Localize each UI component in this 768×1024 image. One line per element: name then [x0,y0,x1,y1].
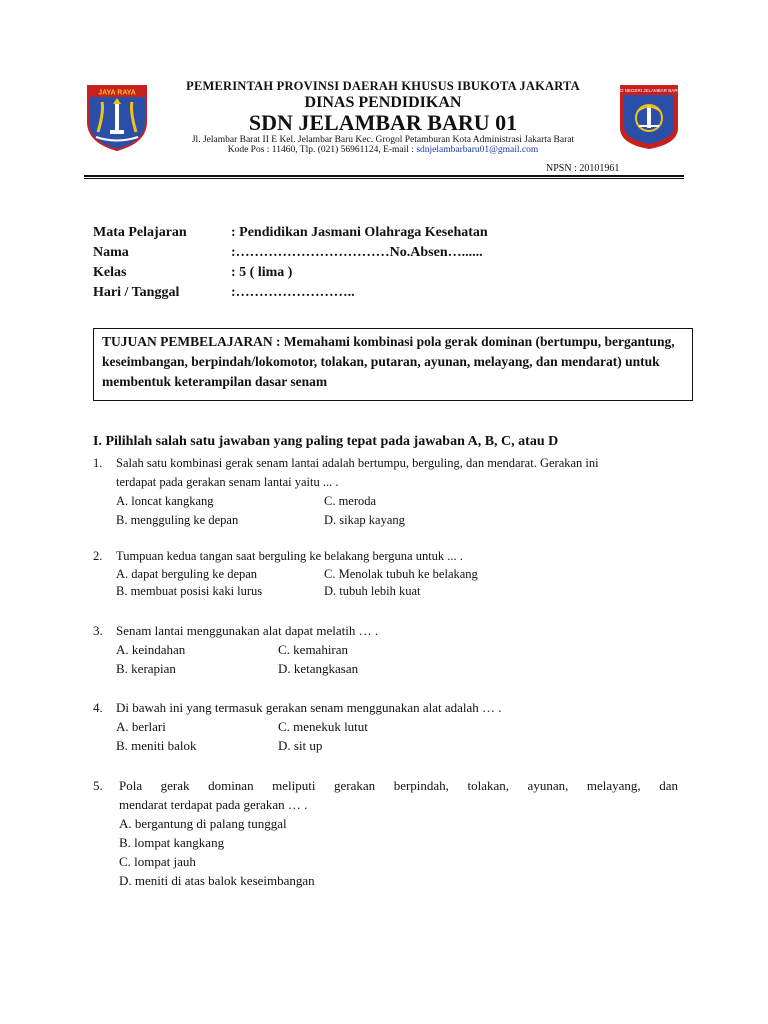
question-stem: Di bawah ini yang termasuk gerakan senam menggunakan alat adalah … . [116,700,502,715]
logo-left-text: JAYA RAYA [98,89,136,97]
header-divider-thick [84,175,684,177]
header-contact: Kode Pos : 11460, Tlp. (021) 56961124, E-mail : [227,145,417,155]
question-3 [93,621,678,678]
option-b[interactable]: B. lompat kangkang [119,835,225,850]
question-5 [93,776,678,890]
option-c[interactable]: C. Menolak tubuh ke belakang [324,567,478,581]
question-stem-cont: terdapat pada gerakan senam lantai yaitu ... . [116,475,339,489]
question-1 [93,454,678,530]
question-number: 5. [93,778,103,793]
option-c[interactable]: C. meroda [324,494,377,508]
option-a[interactable]: A. bergantung di palang tunggal [119,816,287,831]
question-stem-cont: mendarat terdapat pada gerakan … . [119,797,308,812]
identity-value: : 5 ( lima ) [231,265,293,280]
option-c[interactable]: C. kemahiran [278,642,349,657]
student-identity [93,223,488,303]
question-4 [93,698,678,755]
question-number: 2. [93,549,103,563]
header-school-name: SDN JELAMBAR BARU 01 [248,110,518,135]
identity-label: Kelas [93,265,127,280]
option-d[interactable]: D. sit up [278,738,323,753]
answer-options [116,717,678,755]
header-department: DINAS PENDIDIKAN [304,94,462,111]
school-crest-icon [617,82,681,152]
jakarta-crest-icon [84,82,150,152]
identity-row [93,223,488,243]
option-c[interactable]: C. lompat jauh [119,854,196,869]
logo-right-text: SD NEGERI JELAMBAR BARU [617,88,681,93]
question-stem: Senam lantai menggunakan alat dapat melatih … . [116,623,379,638]
option-b[interactable]: B. membuat posisi kaki lurus [116,584,263,598]
learning-objective-box: TUJUAN PEMBELAJARAN : Memahami kombinasi pola gerak dominan (bertumpu, bergantung, keseimbangan, berpindah/lokomotor, tolakan, putaran, ayunan, melayang, dan mendarat) untuk membentuk keterampilan dasar senam [93,328,693,401]
option-b[interactable]: B. meniti balok [116,738,197,753]
identity-label: Nama [93,245,129,260]
option-b[interactable]: B. kerapian [116,661,176,676]
option-a[interactable]: A. keindahan [116,642,186,657]
identity-row [93,263,488,283]
option-a[interactable]: A. loncat kangkang [116,494,214,508]
section-title: I. Pilihlah salah satu jawaban yang paling tepat pada jawaban A, B, C, atau D [93,434,559,449]
identity-label: Hari / Tanggal [93,285,180,300]
header-address: Jl. Jelambar Barat II E Kel. Jelambar Baru Kec. Grogol Petamburan Kota Administrasi Jakarta Barat [191,135,575,145]
question-number: 3. [93,623,103,638]
option-a[interactable]: A. berlari [116,719,166,734]
question-2 [93,547,678,600]
answer-options [116,640,678,678]
option-d[interactable]: D. ketangkasan [278,661,359,676]
question-stem: Pola gerak dominan meliputi gerakan berpindah, tolakan, ayunan, melayang, dan [119,778,678,793]
header-government: PEMERINTAH PROVINSI DAERAH KHUSUS IBUKOTA JAKARTA [186,79,580,93]
answer-options [116,566,678,600]
header-contact-line [150,145,616,155]
identity-row [93,243,488,263]
option-d[interactable]: D. sikap kayang [324,513,405,527]
identity-label: Mata Pelajaran [93,225,187,240]
question-stem: Salah satu kombinasi gerak senam lantai adalah bertumpu, berguling, dan mendarat. Gerakan ini [116,456,599,470]
header-divider-thin [84,178,684,179]
answer-options [119,814,678,890]
identity-value: : Pendidikan Jasmani Olahraga Kesehatan [231,225,488,240]
header-npsn: NPSN : 20101961 [546,163,620,174]
identity-row [93,283,488,303]
option-c[interactable]: C. menekuk lutut [278,719,368,734]
option-b[interactable]: B. mengguling ke depan [116,513,239,527]
letterhead [150,78,616,155]
question-stem: Tumpuan kedua tangan saat berguling ke belakang berguna untuk ... . [116,549,463,563]
header-email[interactable]: sdnjelambarbaru01@gmail.com [416,145,539,155]
answer-options [116,492,678,530]
question-number: 4. [93,700,103,715]
option-d[interactable]: D. tubuh lebih kuat [324,584,421,598]
identity-value: :…………………….. [231,285,355,300]
option-d[interactable]: D. meniti di atas balok keseimbangan [119,873,315,888]
identity-value: :……………………………No.Absen…...... [231,245,483,260]
option-a[interactable]: A. dapat berguling ke depan [116,567,258,581]
question-number: 1. [93,456,103,470]
